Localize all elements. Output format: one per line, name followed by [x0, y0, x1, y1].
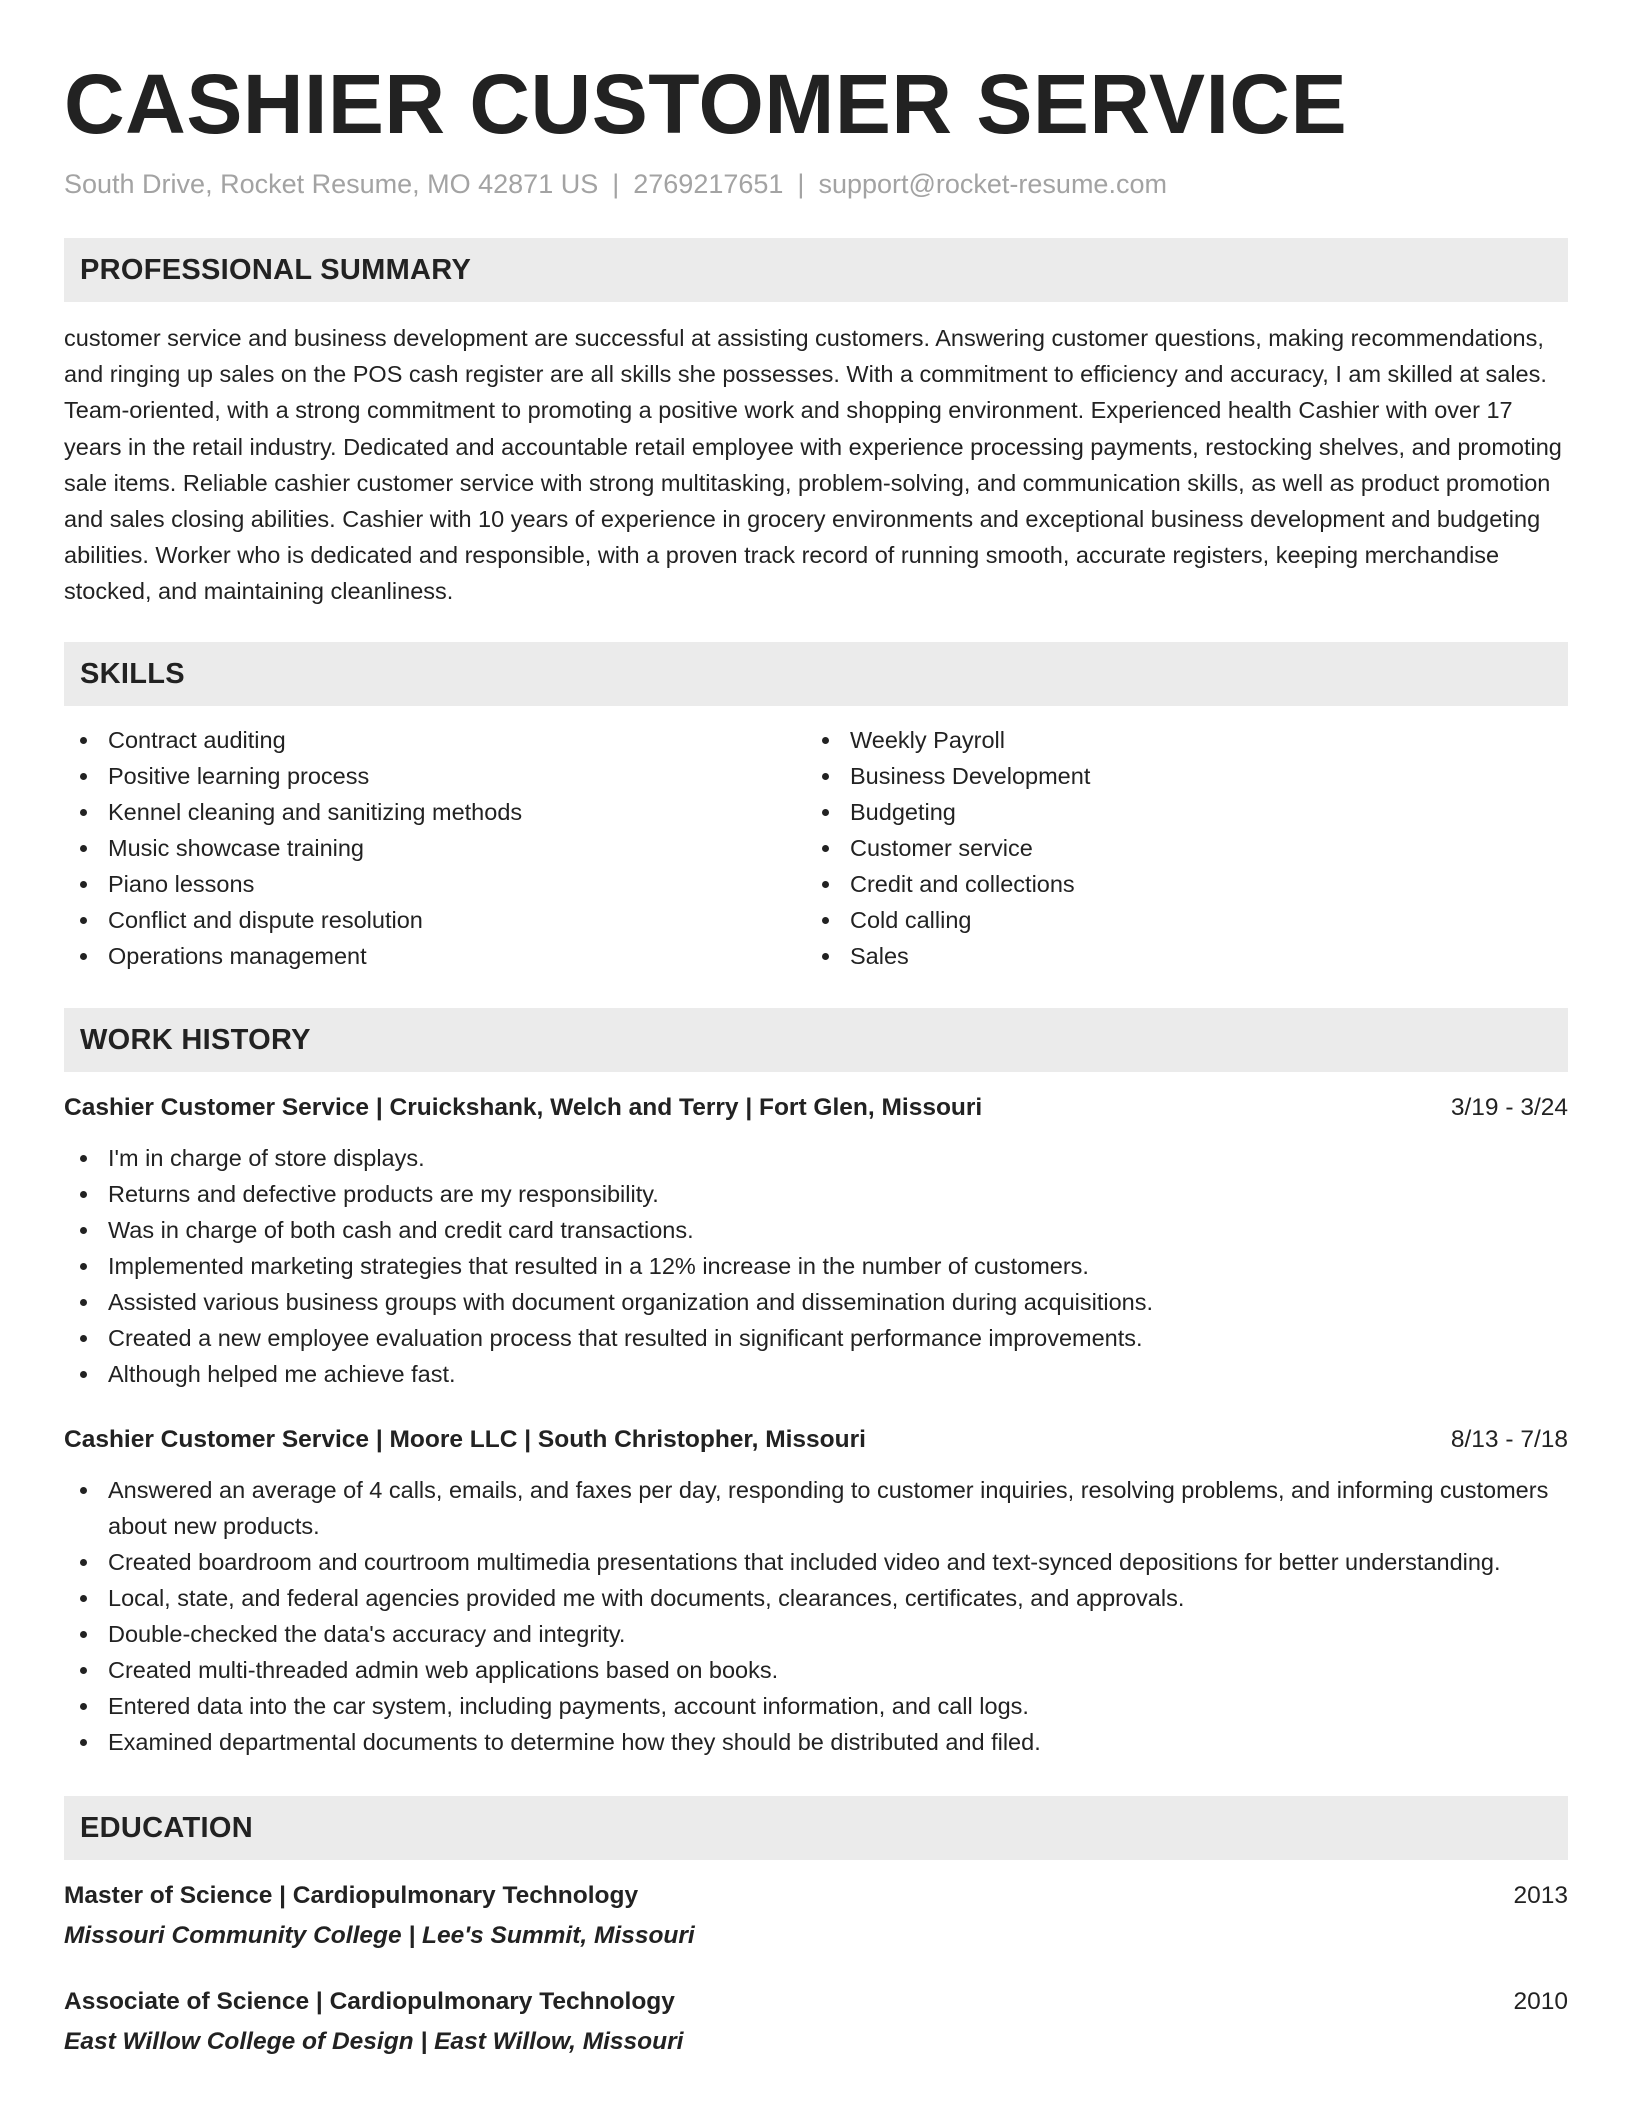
contact-separator: |	[797, 169, 805, 199]
skill-item: Conflict and dispute resolution	[64, 902, 806, 938]
candidate-name: CASHIER CUSTOMER SERVICE	[64, 57, 1348, 151]
skill-item: Operations management	[64, 938, 806, 974]
summary-text: customer service and business development are successful at assisting customers. Answering customer questions, making recommendations, and ringing up sales on the POS cash register are all skills she possesses. With a commitment to efficiency and accuracy, I am skilled at sales. Team-oriented, with a strong commitment to promoting a positive work and shopping environment. Experienced health Cashier with over 17 years in the retail industry. Dedicated and accountable retail employee with experience processing payments, restocking shelves, and promoting sale items. Reliable cashier customer service with strong multitasking, problem-solving, and communication skills, as well as product promotion and sales closing abilities. Cashier with 10 years of experience in grocery environments and exceptional business development and budgeting abilities. Worker who is dedicated and responsible, with a proven track record of running smooth, accurate registers, keeping merchandise stocked, and maintaining cleanliness.	[64, 325, 1562, 605]
job-bullet: Was in charge of both cash and credit card transactions.	[64, 1212, 1568, 1248]
skill-item: Business Development	[806, 758, 1548, 794]
skill-item: Budgeting	[806, 794, 1548, 830]
job-bullet: Local, state, and federal agencies provided me with documents, clearances, certificates, and approvals.	[64, 1580, 1568, 1616]
education-degree: Associate of Science | Cardiopulmonary Technology	[64, 1987, 675, 2015]
skill-item: Positive learning process	[64, 758, 806, 794]
job-bullet: Created multi-threaded admin web applications based on books.	[64, 1652, 1568, 1688]
job-dates: 8/13 - 7/18	[1450, 1425, 1568, 1453]
skill-item: Kennel cleaning and sanitizing methods	[64, 794, 806, 830]
job-bullet: Implemented marketing strategies that resulted in a 12% increase in the number of customers.	[64, 1248, 1568, 1284]
job-title: Cashier Customer Service | Moore LLC | South Christopher, Missouri	[64, 1425, 866, 1453]
skills-list	[64, 722, 1568, 974]
skills-column-right	[806, 722, 1548, 974]
skill-item: Contract auditing	[64, 722, 806, 758]
section-header-work-history: WORK HISTORY	[64, 1008, 1568, 1072]
job-title-row	[64, 1090, 1568, 1126]
education-entry	[64, 1984, 1568, 2060]
contact-phone: 2769217651	[633, 169, 784, 199]
job-title: Cashier Customer Service | Cruickshank, Welch and Terry | Fort Glen, Missouri	[64, 1093, 983, 1121]
job-bullet: I'm in charge of store displays.	[64, 1140, 1568, 1176]
skill-item: Cold calling	[806, 902, 1548, 938]
job-bullet: Returns and defective products are my responsibility.	[64, 1176, 1568, 1212]
job-entry	[64, 1090, 1568, 1392]
skill-item: Music showcase training	[64, 830, 806, 866]
job-bullet: Created a new employee evaluation process that resulted in significant performance improvements.	[64, 1320, 1568, 1356]
resume-page	[64, 0, 1568, 2060]
education-degree: Master of Science | Cardiopulmonary Technology	[64, 1881, 639, 1909]
section-header-summary: PROFESSIONAL SUMMARY	[64, 238, 1568, 302]
education-entry	[64, 1878, 1568, 1954]
job-bullet: Examined departmental documents to determine how they should be distributed and filed.	[64, 1724, 1568, 1760]
skill-item: Piano lessons	[64, 866, 806, 902]
contact-line	[64, 166, 1568, 202]
job-bullet: Assisted various business groups with document organization and dissemination during acquisitions.	[64, 1284, 1568, 1320]
contact-email: support@rocket-resume.com	[818, 169, 1167, 199]
education-school: Missouri Community College | Lee's Summit, Missouri	[64, 1921, 695, 1949]
section-header-education: EDUCATION	[64, 1796, 1568, 1860]
job-bullets	[64, 1140, 1568, 1392]
skills-column-left	[64, 722, 806, 974]
job-bullet: Entered data into the car system, including payments, account information, and call logs.	[64, 1688, 1568, 1724]
education-year: 2013	[1513, 1881, 1568, 1909]
skill-item: Weekly Payroll	[806, 722, 1548, 758]
job-title-row	[64, 1422, 1568, 1458]
job-bullet: Double-checked the data's accuracy and integrity.	[64, 1616, 1568, 1652]
skill-item: Customer service	[806, 830, 1548, 866]
job-dates: 3/19 - 3/24	[1450, 1093, 1568, 1121]
section-header-skills: SKILLS	[64, 642, 1568, 706]
contact-address: South Drive, Rocket Resume, MO 42871 US	[64, 169, 599, 199]
job-entry	[64, 1422, 1568, 1760]
job-bullets	[64, 1472, 1568, 1760]
job-bullet: Created boardroom and courtroom multimedia presentations that included video and text-synced depositions for better understanding.	[64, 1544, 1568, 1580]
education-year: 2010	[1513, 1987, 1568, 2015]
education-title-row	[64, 1878, 1568, 1914]
job-bullet: Answered an average of 4 calls, emails, and faxes per day, responding to customer inquiries, resolving problems, and informing customers about new products.	[64, 1472, 1568, 1544]
skill-item: Credit and collections	[806, 866, 1548, 902]
education-title-row	[64, 1984, 1568, 2020]
skill-item: Sales	[806, 938, 1548, 974]
job-bullet: Although helped me achieve fast.	[64, 1356, 1568, 1392]
contact-separator: |	[612, 169, 620, 199]
education-school: East Willow College of Design | East Willow, Missouri	[64, 2027, 684, 2055]
